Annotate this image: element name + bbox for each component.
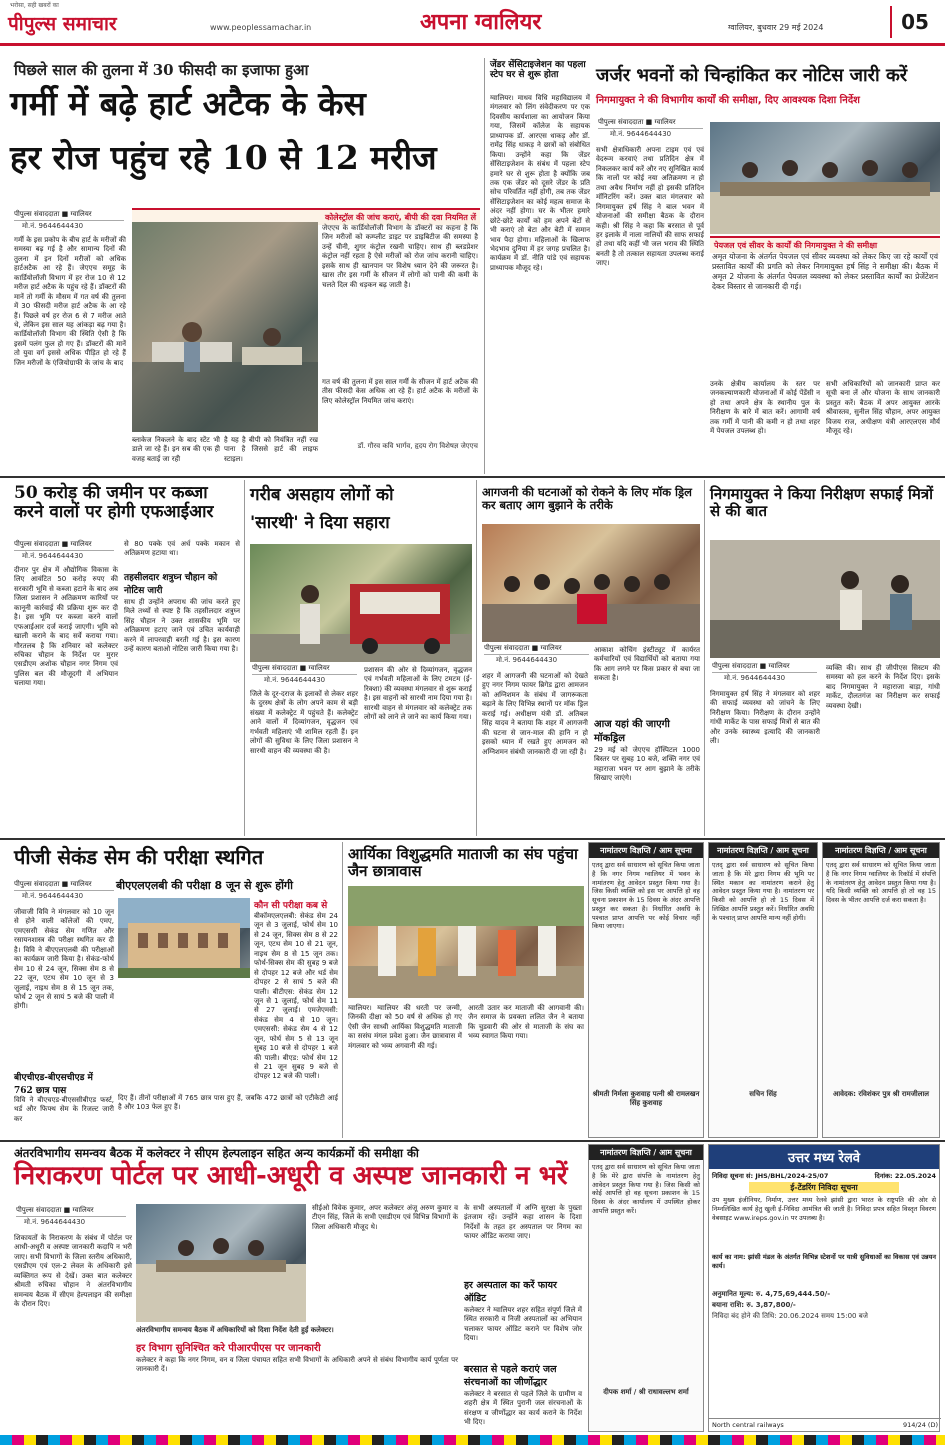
exam-subheadline: बीएएलएलबी की परीक्षा 8 जून से शुरू होंगी	[116, 879, 293, 892]
notice-4-title: नामांतरण विज्ञप्ति / आम सूचना	[589, 1145, 703, 1160]
inspection-body-1: निगमायुक्त हर्ष सिंह ने मंगलवार को शहर की सफाई व्यवस्था को जांचने के लिए निरीक्षण किया। निरीक्षण के दौरान उन्होंने गांधी मार्केट के पास सफाई मित्रों से बात की और उनके स्वास्थ्य इत्यादि की जानकारी ली।	[710, 690, 820, 746]
exam-body: जीवाजी विवि ने मंगलवार को 10 जून से होने वाली कॉलेजों की एमए, एमएससी सेकंड सेम गणित और रसायनशास्त्र की परीक्षा स्थगित कर दी है। विवि ने बीएएलएलबी की परीक्षाओं का कार्यक्रम जारी किया है। सेकंड-फोर्थ सेम 10 से 24 जून, सिक्स सेम 8 से 22 जून, एटथ सेम 10 जून से 3 जुलाई, नाइथ सेम 8 से 15 जून तक, फोर्थ 2 जून से सायं 5 बजे की पाली में होगी।	[14, 908, 114, 1011]
column-rule	[342, 842, 343, 1138]
sarathi-headline-1: गरीब असहाय लोगों को	[250, 485, 394, 505]
exam-bottom: दिए हैं। तीनों परीक्षाओं में 765 छात्र पास हुए हैं, जबकि 472 छात्रों को एटीकेटी आई है और 103 फेल हुए हैं।	[118, 1094, 338, 1112]
portal-sub-3: बरसात से पहले कराएं जल संरचनाओं का जीर्णोद्धार	[464, 1364, 557, 1388]
inspection-photo	[710, 540, 940, 658]
exam-subhead: बीएचीएड-बीएसचीएड में 762 छात्र पास	[14, 1073, 93, 1096]
portal-col-text: के सभी अस्पतालों में अग्नि सुरक्षा के पुख्ता इंतजाम रहें। उन्होंने कहा शासन के दिशा निर्देशों के तहत हर अस्पताल पर निगम का फायर ऑडिट कराया जाए।	[464, 1204, 582, 1241]
portal-caption: अंतरविभागीय समन्वय बैठक में अधिकारियों को दिशा निर्देश देती हुईं कलेक्टर।	[136, 1326, 334, 1334]
lead-headline-2: हर रोज पहुंच रहे 10 से 12 मरीज	[10, 138, 437, 177]
portal-meeting-photo	[136, 1204, 306, 1322]
gender-body: ग्वालियर। माधव विधि महाविद्यालय में मंगलवार को लिंग संवेदीकरण पर एक दिवसीय कार्यशाला का आयोजन किया गया, जिसमें कॉलेज के सहायक प्राध्यापक डॉ. आरएस धाकड़ और डॉ. रामेंद्र सिंह धाकड़ ने छात्रों को संबोधित किया। उन्होंने कहा कि जेंडर सेंसिटाइजेशन के संबंध में पहला स्टेप हमारे घर से शुरू होता है क्योंकि जब तक एक जेंडर को दूसरे जेंडर के प्रति सोच परिवर्तित नहीं होगी, तब तक जेंडर सेंसिटाइजेशन का कोई महत्व समाज के अंदर नहीं होगा। घर के भीतर हमारे छोटे-छोटे कार्यों को हम अपने बेटों से भी कराएं तो बेटा और बेटी में समान भाव पैदा होगा। महिलाओं के खिलाफ भेदभाव दुनिया में हर जगह प्रचलित है। कार्यक्रम में डॉ. नीति पांडे एवं सहायक प्राध्यापक मौजूद रहे।	[490, 94, 590, 272]
fire-mobile: मो.नं. 9644644430	[496, 656, 558, 664]
railway-date: दिनांक: 22.05.2024	[874, 1172, 936, 1180]
portal-sub-2: हर अस्पताल का करें फायर ऑडिट	[464, 1280, 557, 1304]
railway-cost: अनुमानित मूल्य: रु. 4,75,69,444.50/-	[712, 1290, 831, 1298]
fire-body-3: 29 मई को जेएएच हॉस्पिटल 1000 बिस्तर पर सुबह 10 बजे, शक्ति नगर एवं महाराजा भवन पर आग बुझाने के तरीके सिखाए जाएंगे।	[594, 746, 700, 783]
jain-body-1: ग्वालियर। ग्वालियर की धरती पर जन्मी, जिनकी दीक्षा को 50 वर्ष से अधिक हो गए ऐसी जैन साध्वी आर्यिका विशुद्धमति माताजी का ससंघ मंगल प्रवेश हुआ। जैन छात्रावास में मंगलवार को भव्य अगवानी की गई।	[348, 1004, 462, 1050]
buildings-caption-head: पेयजल एवं सीवर के कार्यों की निगमायुक्त ने की समीक्षा	[710, 236, 940, 253]
exam-box-head: कौन सी परीक्षा कब से	[254, 901, 328, 911]
newspaper-logo[interactable]: भरोसा, सही खबरों का पीपुल्स समाचार	[8, 2, 117, 35]
railway-closing: निविदा बंद होने की तिथि: 20.06.2024 समय 15:00 बजे	[712, 1312, 868, 1320]
fire-drill-photo	[482, 524, 700, 642]
buildings-byline: पीपुल्स संवाददाता ■ ग्वालियर	[598, 118, 703, 129]
column-rule	[704, 480, 705, 836]
portal-headline: निराकरण पोर्टल पर आधी-अधूरी व अस्पष्ट जानकारी न भरें	[14, 1161, 568, 1191]
railway-tender	[708, 1144, 940, 1432]
section-title: अपना ग्वालियर	[420, 9, 542, 35]
railway-emd: बयाना राशि: रु. 3,87,800/-	[712, 1301, 796, 1309]
inspection-photo-graphic	[710, 540, 940, 658]
lead-doctor: डॉ. गौरव कवि भार्गव, हृदय रोग विशेषज्ञ जेएएच	[357, 442, 478, 450]
meeting-photo-graphic	[710, 122, 940, 234]
buildings-headline: जर्जर भवनों को चिन्हांकित कर नोटिस जारी करें	[596, 65, 908, 86]
jain-procession-photo-graphic	[348, 886, 584, 998]
dateline: ग्वालियर, बुधवार 29 मई 2024	[728, 23, 824, 32]
exam-byline: पीपुल्स संवाददाता ■ ग्वालियर	[14, 880, 114, 891]
lead-kicker: पिछले साल की तुलना में 30 फीसदी का इजाफा हुआ	[14, 61, 309, 79]
buildings-caption-body: अमृत योजना के अंतर्गत पेयजल एवं सीवर व्यवस्था को लेकर किए जा रहे कार्यों एवं प्रस्तावित कार्यों की प्रगति को लेकर निगमायुक्त हर्ष सिंह ने समीक्षा की। बैठक में अमृत 2 योजना के अंतर्गत पेयजल व्यवस्था को लेकर प्रस्तावित कार्यों का प्रेजेंटेशन देकर विस्तार से जानकारी दी गई।	[712, 252, 938, 292]
notice-4-body: एतद् द्वारा सर्व साधारण को सूचित किया जाता है कि मेरे द्वारा संपत्ति के नामांतरण हेतु आवेदन प्रस्तुत किया गया है। जिस किसी को कोई आपत्ति हो वह सूचना प्रकाशन के 15 दिवस के अंदर कार्यालय में उपस्थित होकर आपत्ति प्रस्तुत करें।	[592, 1163, 700, 1215]
meeting-photo	[710, 122, 940, 234]
sarathi-byline: पीपुल्स संवाददाता ■ ग्वालियर	[252, 664, 357, 675]
inspection-body-2: व्यक्ति की। साथ ही जीपीएस सिस्टम की समस्या को हल करने के निर्देश दिए। इसके बाद निगमायुक्त ने महाराजा बाड़ा, गांधी मार्केट, दौलतगंज का निरीक्षण कर सफाई व्यवस्था देखी।	[826, 664, 940, 710]
jain-body-2: आरती उतार कर माताजी की आगवानी की। जैन समाज के प्रवक्ता ललित जैन ने बताया कि चुडवारी की ओर से माताजी के संघ का भव्य स्वागत किया गया।	[468, 1004, 584, 1041]
sarathi-body-2: प्रशासन की ओर से दिव्यांगजन, वृद्धजन एवं गर्भवती महिलाओं के लिए टमटम (ई-रिक्शा) की व्यवस्था मंगलवार से शुरू कराई है। इस वाहनों को सारथी नाम दिया गया है। सारथी वाहन से मंगलवार को कलेक्ट्रेट तक लोगों को लाने ले जाने का कार्य किया गया।	[364, 666, 472, 722]
notice-2-sign: सचिन सिंह	[749, 1090, 777, 1098]
railway-footer-text[interactable]: North central railways	[712, 1421, 784, 1429]
portal-byline: पीपुल्स संवाददाता ■ ग्वालियर	[16, 1206, 126, 1217]
railway-subtitle: ई-टेंडरिंग निविदा सूचना	[749, 1182, 899, 1193]
sarathi-photo	[250, 544, 472, 662]
registration-marks	[0, 1435, 945, 1445]
notice-2	[708, 842, 818, 1138]
notice-2-title: नामांतरण विज्ञप्ति / आम सूचना	[709, 843, 817, 858]
buildings-body-2: उनके क्षेत्रीय कार्यालय के स्तर पर जनकल्याणकारी योजनाओं में कोई पेंडेंसी न हो तथा अपने क्षेत्र के स्थानीय पुल के निरीक्षण के बारे में बात करें। आगामी वर्ष तक गर्मी में पानी की कमी न हो तथा शहर में पेयजल उपलब्ध हो।	[710, 380, 820, 436]
buildings-body-3: सभी अधिकारियों को जानकारी प्राप्त कर सूची बना लें और योजना के साथ जानकारी प्रस्तुत करें। बैठक में अपर आयुक्त आरके श्रीवास्तव, सुनील सिंह चौहान, अपर आयुक्त विजय राज, अधीक्षण यंत्री आरएलएस मौर्य मौजूद रहे।	[826, 380, 940, 436]
sarathi-body-1: जिले के दूर-दराज के इलाकों से लेकर शहर के दुरस्थ क्षेत्रों के लोग अपने काम से बड़ी संख्या में कलेक्ट्रेट में पहुंचते हैं। कलेक्ट्रेट आने वालों में दिव्यांगजन, वृद्धजन एवं गर्भवती महिलाएं भी शामिल रहती हैं। इन लोगों की सुविधा के लिए जिला प्रशासन ने सारथी वाहन की व्यवस्था की है।	[250, 690, 358, 755]
notice-3-sign: आवेदक: रविशंकर पुत्र श्री रामजीलाल	[832, 1090, 930, 1098]
land-top-text: से 80 पक्के एवं अर्ध पक्के मकान से अतिक्रमण हटाया था।	[124, 540, 240, 558]
section-divider	[0, 1140, 945, 1142]
portal-sub-body-3: कलेक्टर ने बरसात से पहले जिले के ग्रामीण व शहरी क्षेत्र में स्थित पुरानी जल संरचनाओं के संरक्षण व जीर्णोद्धार का कार्य कराने के निर्देश भी दिए।	[464, 1390, 582, 1427]
fire-body-2: आकाश कोचिंग इंस्टीट्यूट में कार्यरत कर्मचारियों एवं विद्यार्थियों को बताया गया कि आग लगने पर किस प्रकार से बचा जा सकता है।	[594, 646, 700, 683]
portal-meeting-photo-graphic	[136, 1204, 306, 1322]
portal-sub-body-1: कलेक्टर ने कहा कि नगर निगम, वन व जिला पंचायत सहित सभी विभागों के अधिकारी अपने से संबंध विभागीय कार्य पूर्णता पर जानकारी दें।	[136, 1356, 458, 1374]
land-headline: 50 करोड़ की जमीन पर कब्जा करने वालों पर होगी एफआईआर	[14, 483, 214, 523]
inspection-mobile: मो.नं. 9644644430	[724, 674, 786, 682]
notice-3-body: एतद् द्वारा सर्व साधारण को सूचित किया जाता है कि नगर निगम ग्वालियर के रिकॉर्ड में संपत्ति के नामांतरण हेतु आवेदन प्रस्तुत किया गया है। यदि किसी व्यक्ति को आपत्ति हो तो वह 15 दिवस के भीतर आपत्ति दर्ज करा सकता है।	[826, 861, 936, 905]
fire-drill-photo-graphic	[482, 524, 700, 642]
lead-side-text: जेएएच के कार्डियोलॉजी विभाग के डॉक्टरों का कहना है कि जिन मरीजों को कम्प्लीट डाइट पर डाइबिटीज की समस्या है उन्हें चीनी, शुगर कंट्रोल रखनी चाहिए। साथ ही ब्लडप्रेशर कंट्रोल नहीं रहता है ऐसे मरीजों को रोज जांच करानी चाहिए। इसके साथ ही खानपान पर विशेष ध्यान देने की जरूरत है। खास तौर इस गर्मी के सीजन में लोगों को पानी की कमी के चलते दिल की धड़कन बढ़ जाती है।	[322, 224, 478, 289]
portal-kicker: अंतरविभागीय समन्वय बैठक में कलेक्टर ने सीएम हेल्पलाइन सहित अन्य कार्यक्रमों की समीक्षा की	[14, 1146, 419, 1160]
inspection-headline: निगमायुक्त ने किया निरीक्षण सफाई मित्रों से की बात	[710, 485, 934, 520]
lead-headline-1: गर्मी में बढ़े हार्ट अटैक के केस	[10, 84, 366, 123]
land-notice-body: साथ ही उन्होंने अपराध की जांच करते हुए मिले तथ्यों से स्पष्ट है कि तहसीलदार शत्रुघ्न सिंह चौहान ने उक्त शासकीय भूमि पर अतिक्रमण हटाए जाने एवं उचित कार्यवाही करने में लापरवाही बरती गई है। इस कारण उन्हें कारण बताओ नोटिस जारी किया गया है।	[124, 598, 240, 654]
railway-tender-no: निविदा सूचना सं: JHS/BHL/2024-25/07	[712, 1172, 829, 1180]
land-mobile: मो.नं. 9644644430	[22, 552, 84, 560]
masthead	[0, 0, 945, 46]
land-byline: पीपुल्स संवाददाता ■ ग्वालियर	[14, 540, 114, 551]
jain-headline: आर्यिका विशुद्धमति माताजी का संघ पहुंचा जैन छात्रावास	[348, 845, 578, 880]
fire-body-1: शहर में आगजनी की घटनाओं को देखते हुए नगर निगम फायर ब्रिगेड द्वारा आमजन को अग्निशमन के संबंध में जागरूकता बढ़ाने के लिए विभिन्न स्थानों पर मॉक ड्रिल कराई गई। अधीक्षण यंत्री डॉ. अतिबल सिंह यादव ने बताया कि शहर में आगजनी की घटना से जान-माल की हानि न हो इसको ध्यान में रखते हुए आमजन को अग्निशमन संबंधी जानकारी दी जा रही है।	[482, 672, 588, 756]
lead-body-2: ब्लाकेज निकलने के बाद स्टेंट भी डाले जा रहे हैं। इन सब की एक ही वजह बताई जा रही	[132, 436, 220, 463]
inspection-byline: पीपुल्स संवाददाता ■ ग्वालियर	[712, 662, 817, 673]
notice-3	[822, 842, 940, 1138]
sarathi-headline-2: 'सारथी' ने दिया सहारा	[250, 513, 390, 533]
notice-1-body: एतद् द्वारा सर्व साधारण को सूचित किया जाता है कि नगर निगम ग्वालियर में भवन के नामांतरण हेतु आवेदन प्रस्तुत किया गया है। जिस किसी व्यक्ति को इस पर आपत्ति हो वह सूचना प्रकाशन के 15 दिवस के अंदर आपत्ति प्रस्तुत कर सकता है। निर्धारित अवधि के पश्चात प्राप्त आपत्ति पर कोई विचार नहीं किया जाएगा।	[592, 861, 700, 931]
railway-footer	[709, 1418, 941, 1431]
portal-body-1: शिकायतों के निराकरण के संबंध में पोर्टल पर आधी-अधूरी व अस्पष्ट जानकारी कदापि न भरी जाए। सभी विभागों के जिला स्तरीय अधिकारी, एसडीएम एवं एल-2 लेवल के अधिकारी इसे व्यक्तिगत रूप से देखें। उक्त बात कलेक्टर श्रीमती रुचिका चौहान ने अंतरविभागीय समन्वय बैठक में सीएम हेल्पलाइन की समीक्षा के दौरान दिए।	[14, 1234, 132, 1309]
sarathi-photo-graphic	[250, 544, 472, 662]
buildings-subheadline: निगमायुक्त ने की विभागीय कार्यों की समीक्षा, दिए आवश्यक दिशा निर्देश	[596, 95, 860, 106]
railway-title: उत्तर मध्य रेलवे	[709, 1145, 939, 1169]
exam-body-2: विवि ने बीएचएड-बीएससीबीएड फर्स्ट, थर्ड और फिफ्थ सेम के रिजल्ट जारी कर	[14, 1096, 114, 1123]
exam-box-body: बीकॉमएलएलबी: सेकंड सेम 24 जून से 3 जुलाई, फोर्थ सेम 10 से 24 जून, सिक्स सेम 8 से 22 जून, एटथ सेम 10 से 21 जून, नाइथ सेम 8 से 15 जून तक। फोर्थ-सिक्स सेम की सुबह 9 बजे से दोपहर 12 बजे और थर्ड सेम दोपहर 2 से सायं 5 बजे की पाली। बीटीएस: सेकंड सेम 12 जून से 1 जुलाई, फोर्थ सेम 11 से 27 जुलाई। एमजेएमसी: सेकंड सेम 4 से 10 जून। एमएससी: सेकंड सेम 4 से 12 जून, फोर्थ सेम 5 से 13 जून सुबह 10 बजे से दोपहर 1 बजे की पाली। बीएड: फोर्थ सेम 12 से 21 जून सुबह 9 बजे से दोपहर 12 बजे की पाली।	[254, 912, 338, 1081]
website-url[interactable]: www.peoplessamachar.in	[210, 23, 312, 32]
notice-1-sign: श्रीमती निर्मला कुशवाह पत्नी श्री रामलखन सिंह कुशवाह	[592, 1090, 700, 1107]
fire-subhead: आज यहां की जाएगी मॉकड्रिल	[594, 719, 670, 744]
lead-side-text-2: गत वर्ष की तुलना में इस साल गर्मी के सीजन में हार्ट अटैक की तीस फीसदी केस अधिक आ रहे हैं। हार्ट अटैक के मरीजों के लिए कोलेस्ट्रॉल नियमित जांच कराएं।	[322, 378, 478, 405]
lead-caption: कोलेस्ट्रॉल की जांच कराएं, बीपी की दवा नियमित लें	[132, 208, 480, 225]
column-rule	[484, 58, 485, 474]
lead-body-3: है यह है बीपी को नियंत्रित नहीं रख पाना है जिससे हार्ट की लाइफ स्टाइल।	[224, 436, 318, 463]
fire-headline: आगजनी की घटनाओं को रोकने के लिए मॉक ड्रिल कर बताए आग बुझाने के तरीके	[482, 485, 692, 512]
railway-code: 914/24 (D)	[902, 1421, 938, 1429]
column-rule	[244, 480, 245, 836]
notice-2-body: एतद् द्वारा सर्व साधारण को सूचित किया जाता है कि मेरे द्वारा निगम की भूमि पर स्थित मकान का नामांतरण कराने हेतु आवेदन प्रस्तुत किया गया है। नामांतरण पर किसी को आपत्ति हो तो 15 दिवस में लिखित आपत्ति प्रस्तुत करें। निर्धारित अवधि के पश्चात् प्राप्त आपत्ति मान्य नहीं होगी।	[712, 861, 814, 922]
gender-headline: जेंडर सेंसिटाइजेशन का पहला स्टेप घर से शुरू होता	[490, 60, 586, 81]
university-photo	[118, 898, 250, 978]
fire-byline: पीपुल्स संवाददाता ■ ग्वालियर	[484, 644, 589, 655]
portal-sub-1: हर विभाग सुनिश्चित करे पीआरपीएस पर जानकारी	[136, 1343, 321, 1354]
railway-work: कार्य का नाम: झांसी मंडल के अंतर्गत विभिन्न स्टेशनों पर यात्री सुविधाओं का विकास एवं उन्नयन कार्य।	[712, 1253, 936, 1270]
exam-mobile: मो.नं. 9644644430	[22, 892, 84, 900]
notice-1-title: नामांतरण विज्ञप्ति / आम सूचना	[589, 843, 703, 858]
section-divider	[0, 476, 945, 478]
sarathi-mobile: मो.नं. 9644644430	[264, 676, 326, 684]
lead-mobile: मो.नं. 9644644430	[22, 222, 84, 230]
section-divider	[0, 838, 945, 840]
notice-4	[588, 1144, 704, 1432]
portal-body-2: सीईओ विवेक कुमार, अपर कलेक्टर अंजू अरुण कुमार व टीएन सिंह, जिले के सभी एसडीएम एवं विभिन्न विभागों के जिला अधिकारी मौजूद थे।	[312, 1204, 458, 1231]
portal-mobile: मो.नं. 9644644430	[24, 1218, 86, 1226]
tagline: भरोसा, सही खबरों का	[10, 2, 59, 9]
jain-procession-photo	[348, 886, 584, 998]
column-rule	[476, 480, 477, 836]
lead-byline: पीपुल्स संवाददाता ■ ग्वालियर	[14, 210, 124, 221]
railway-meta	[709, 1169, 939, 1182]
notice-1	[588, 842, 704, 1138]
land-notice-head: तहसीलदार शत्रुघ्न चौहान को नोटिस जारी	[124, 573, 218, 596]
railway-body: उप मुख्य इंजीनियर, निर्माण, उत्तर मध्य रेलवे झांसी द्वारा भारत के राष्ट्रपति की ओर से निम्नलिखित कार्य हेतु खुली ई-निविदा आमंत्रित की जाती है। निविदा प्रपत्र सहित विस्तृत विवरण वेबसाइट www.ireps.gov.in पर उपलब्ध है।	[712, 1196, 936, 1222]
hospital-photo-graphic	[132, 222, 318, 432]
page-number: 05	[890, 6, 938, 38]
exam-headline: पीजी सेकंड सेम की परीक्षा स्थगित	[14, 845, 264, 869]
land-body: दीनार पुर क्षेत्र में औद्योगिक विकास के लिए आवंटित 50 करोड़ रुपए की सरकारी भूमि से कब्जा हटाने के बाद अब जिला प्रशासन ने अतिक्रमण कारियों पर कानूनी कार्रवाई की प्रक्रिया शुरू कर दी है। इस भूमि पर कब्जा करने वालों एफआईआर दर्ज कराई जाएगी। भूमि को खाली कराने के बाद सर्वे कराया गया। गौरतलब है कि शनिवार को कलेक्टर रुचिका चौहान के निर्देश पर मुरार एसडीएम अशोक चौहान नगर निगम एवं पुलिस बल की मौजूदगी में अभियान चलाया गया।	[14, 566, 118, 688]
lead-body-1: गर्मी के इस प्रकोप के बीच हार्ट के मरीजों की समस्या बढ़ गई है और सामान्य दिनों की तुलना में इन दिनों मरीजों को अधिक हार्टअटैक आ रहे हैं। जेएएच समूह के कार्डियोलॉजी विभाग में हर रोज 10 से 12 मरीज हार्ट अटैक के पहुंच रहे हैं। डॉक्टरों की मानें तो गर्मी के मौसम में गत वर्ष की तुलना में 30 फीसदी मरीज हार्ट अटैक के आ रहे हैं। पिछले वर्ष हर रोज 6 से 7 मरीज आते थे, लेकिन इस साल यह आंकड़ा बढ़ गया है। कार्डियोलॉजी विभाग की स्थिति ऐसी है कि इसमें पलंग फुल हो गए हैं। डॉक्टरों की मानें तो युवा वर्ग इससे अधिक पीड़ित हो रहे हैं जिन मरीजों के एंजियोग्राफी के जांच के बाद	[14, 236, 126, 367]
hospital-photo	[132, 222, 318, 432]
university-photo-graphic	[118, 898, 250, 978]
notice-4-sign: दीपक शर्मा / श्री राधावल्लभ शर्मा	[603, 1388, 689, 1396]
buildings-body-1: सभी क्षेत्राधिकारी अपना टाइम एवं एवं वेदरूम करवाएं तथा प्रतिदिन क्षेत्र में निकलकर कार्य करें और नए सूनिखित कार्य कि नालों पर कोई नया अतिक्रमण न हो तथा अवैध निर्माण नहीं हो इसकी प्रतिदिन मॉनिटरिंग करें। उक्त बात मंगलवार को निगमायुक्त हर्ष सिंह ने बाल भवन में योजनाओं की समीक्षा बैठक के दौरान कही। श्री सिंह ने कहा कि बरसात से पूर्व हर इलाके में नाला नालियों की साफ सफाई हो तथा यदि कहीं भी जल भराव की स्थिति बनती है तो तत्काल सहायता उपलब्ध कराई जाए।	[596, 146, 704, 268]
buildings-mobile: मो.नं. 9644644430	[610, 130, 672, 138]
notice-3-title: नामांतरण विज्ञप्ति / आम सूचना	[823, 843, 939, 858]
portal-sub-body-2: कलेक्टर ने ग्वालियर शहर सहित संपूर्ण जिले में स्थित सरकारी व निजी अस्पतालों का अभियान चलाकर फायर ऑडिट कराने पर विशेष जोर दिया।	[464, 1306, 582, 1343]
